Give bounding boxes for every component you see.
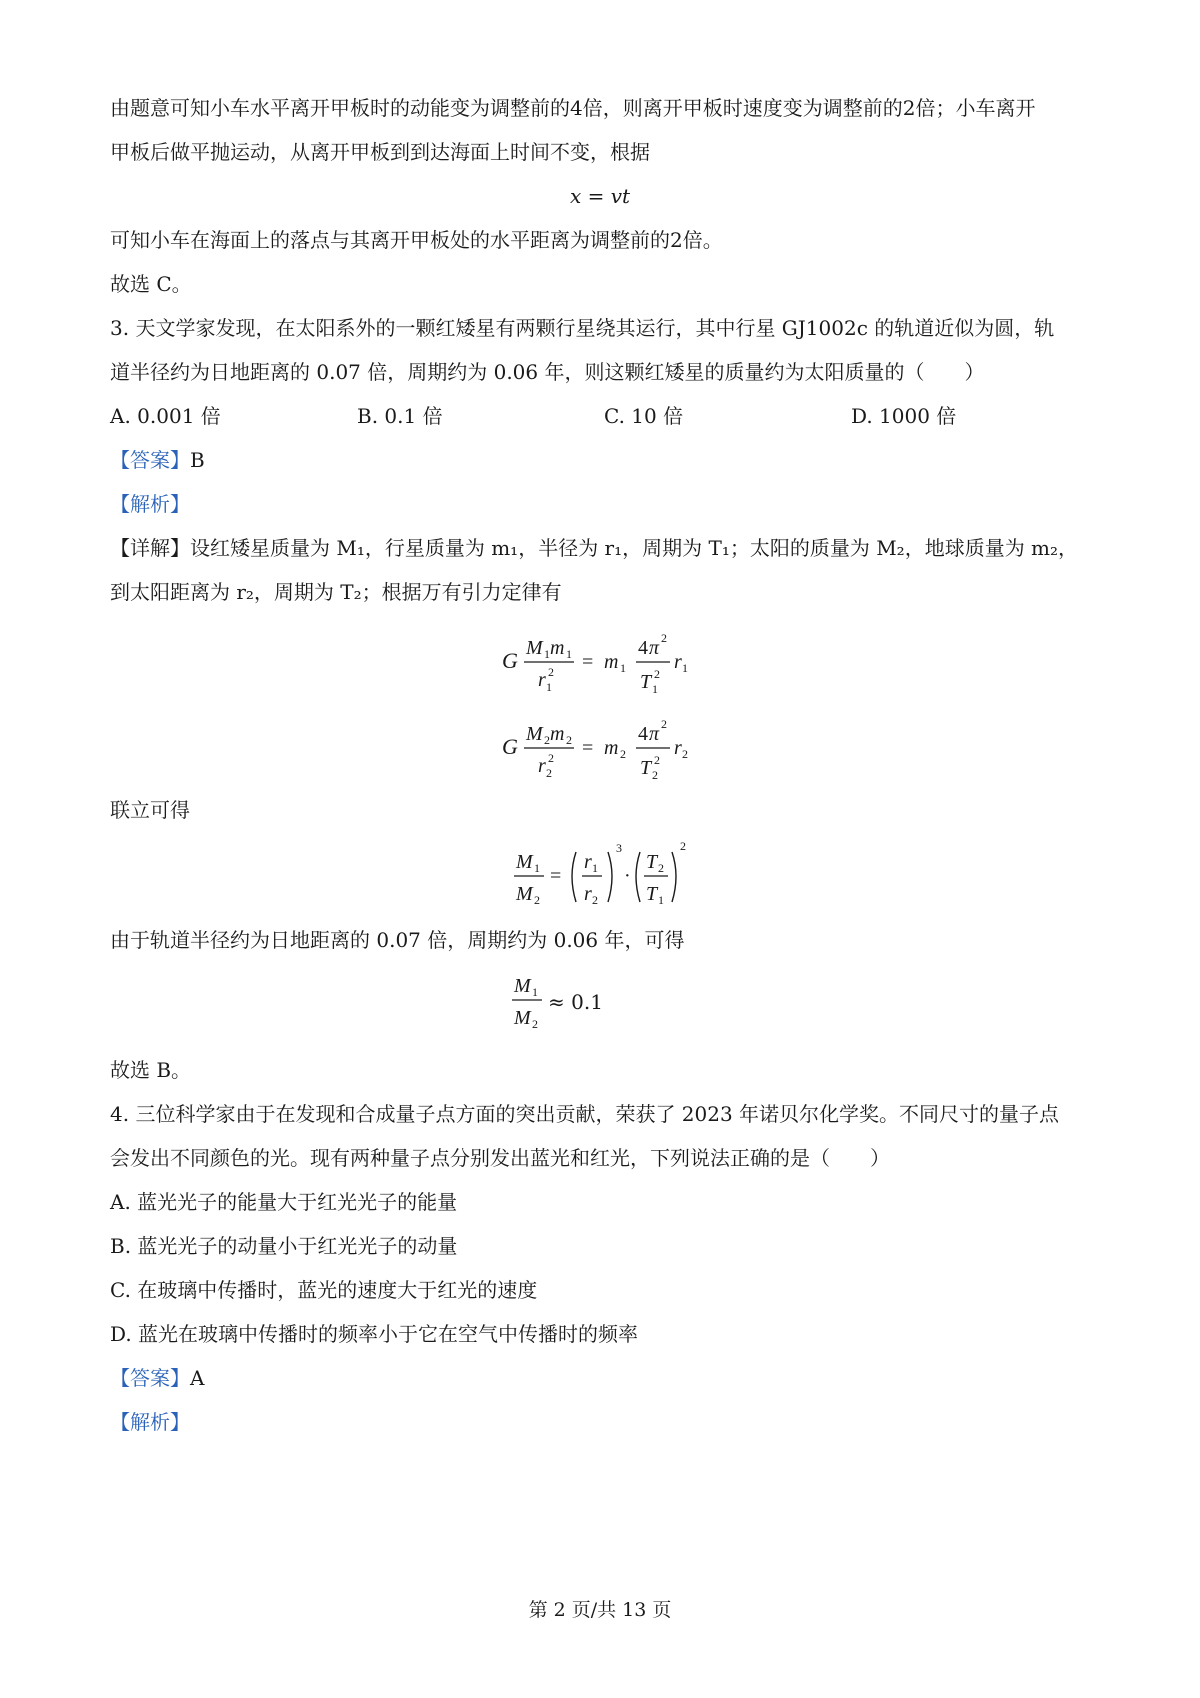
svg-text:m: m xyxy=(604,651,619,673)
equation-x-vt: x = vt xyxy=(569,184,631,208)
svg-text:1: 1 xyxy=(566,647,572,661)
page-footer: 第 2 页/共 13 页 xyxy=(528,1599,672,1621)
svg-text:M: M xyxy=(516,883,533,905)
svg-text:T: T xyxy=(640,671,652,693)
svg-text:2: 2 xyxy=(620,747,626,761)
svg-text:r: r xyxy=(584,883,592,905)
svg-text:2: 2 xyxy=(566,733,572,747)
svg-text:2: 2 xyxy=(548,751,554,765)
question-3-stem: 道半径约为日地距离的 0.07 倍，周期约为 0.06 年，则这颗红矮星的质量约为太阳质量的（ ） xyxy=(110,360,985,384)
svg-text:2: 2 xyxy=(654,667,660,681)
svg-text:π: π xyxy=(649,637,660,659)
svg-text:2: 2 xyxy=(544,733,550,747)
svg-text:3: 3 xyxy=(616,841,622,855)
text-line: 由于轨道半径约为日地距离的 0.07 倍，周期约为 0.06 年，可得 xyxy=(110,928,685,952)
answer-row xyxy=(110,446,205,474)
svg-text:G: G xyxy=(502,648,518,673)
svg-text:2: 2 xyxy=(661,631,667,645)
svg-text:2: 2 xyxy=(548,665,554,679)
answer-label: 【答案】 xyxy=(110,448,190,472)
text-line: 故选 C。 xyxy=(110,272,192,296)
svg-text:=: = xyxy=(550,865,562,887)
svg-text:m: m xyxy=(550,637,565,659)
option-a: A. 蓝光光子的能量大于红光光子的能量 xyxy=(110,1190,458,1214)
ratio-fraction xyxy=(510,966,550,1036)
svg-text:1: 1 xyxy=(592,861,598,875)
question-4-stem: 4. 三位科学家由于在发现和合成量子点方面的突出贡献，荣获了 2023 年诺贝尔化学奖。不同尺寸的量子点 xyxy=(110,1102,1060,1126)
svg-text:m: m xyxy=(604,737,619,759)
option-d: D. 蓝光在玻璃中传播时的频率小于它在空气中传播时的频率 xyxy=(110,1322,639,1346)
svg-text:M: M xyxy=(514,1007,531,1029)
text-line: 联立可得 xyxy=(110,798,190,822)
question-4-stem: 会发出不同颜色的光。现有两种量子点分别发出蓝光和红光，下列说法正确的是（ ） xyxy=(110,1146,890,1170)
svg-text:r: r xyxy=(538,669,546,691)
option-b: B. 蓝光光子的动量小于红光光子的动量 xyxy=(110,1234,458,1258)
svg-text:4: 4 xyxy=(638,637,648,659)
svg-text:M: M xyxy=(526,723,543,745)
svg-text:1: 1 xyxy=(532,985,538,999)
detail-line: 到太阳距离为 r₂，周期为 T₂；根据万有引力定律有 xyxy=(110,580,562,604)
result-value: ≈ 0.1 xyxy=(548,990,603,1014)
svg-text:2: 2 xyxy=(680,839,686,853)
svg-text:1: 1 xyxy=(620,661,626,675)
svg-text:2: 2 xyxy=(658,861,664,875)
svg-text:r: r xyxy=(584,851,592,873)
svg-text:m: m xyxy=(550,723,565,745)
svg-text:1: 1 xyxy=(534,861,540,875)
equation-result xyxy=(510,966,630,1036)
svg-text:M: M xyxy=(516,851,533,873)
equation-gravity-1 xyxy=(500,620,720,700)
text-line: 故选 B。 xyxy=(110,1058,192,1082)
question-3-stem: 3. 天文学家发现，在太阳系外的一颗红矮星有两颗行星绕其运行，其中行星 GJ1002c 的轨道近似为圆，轨 xyxy=(110,316,1055,340)
svg-text:2: 2 xyxy=(661,717,667,731)
svg-text:1: 1 xyxy=(652,682,658,696)
svg-text:1: 1 xyxy=(658,893,664,907)
svg-text:1: 1 xyxy=(682,661,688,675)
equation-mass-ratio xyxy=(510,836,710,916)
svg-text:M: M xyxy=(514,975,531,997)
svg-text:2: 2 xyxy=(534,893,540,907)
answer-value: B xyxy=(190,448,205,472)
svg-text:G: G xyxy=(502,734,518,759)
svg-text:1: 1 xyxy=(544,647,550,661)
svg-text:r: r xyxy=(674,651,682,673)
svg-text:r: r xyxy=(538,755,546,777)
svg-text:=: = xyxy=(582,737,594,759)
svg-text:2: 2 xyxy=(592,893,598,907)
answer-value: A xyxy=(190,1366,205,1390)
svg-text:2: 2 xyxy=(532,1017,538,1031)
svg-text:4: 4 xyxy=(638,723,648,745)
svg-text:M: M xyxy=(526,637,543,659)
analysis-label: 【解析】 xyxy=(110,492,190,516)
option-d: D. 1000 倍 xyxy=(851,404,957,428)
svg-text:r: r xyxy=(674,737,682,759)
text-line: 可知小车在海面上的落点与其离开甲板处的水平距离为调整前的2倍。 xyxy=(110,228,723,252)
detail-label: 【详解】 xyxy=(110,536,190,560)
option-b: B. 0.1 倍 xyxy=(357,404,443,428)
detail-text: 设红矮星质量为 M₁，行星质量为 m₁，半径为 r₁，周期为 T₁；太阳的质量为 M₂，地球质量为 m₂， xyxy=(190,536,1079,560)
option-a: A. 0.001 倍 xyxy=(110,404,221,428)
svg-text:2: 2 xyxy=(546,766,552,780)
svg-text:=: = xyxy=(582,651,594,673)
svg-text:2: 2 xyxy=(652,768,658,782)
svg-text:2: 2 xyxy=(682,747,688,761)
svg-text:T: T xyxy=(646,883,658,905)
answer-row xyxy=(110,1364,204,1392)
svg-text:T: T xyxy=(640,757,652,779)
option-c: C. 10 倍 xyxy=(604,404,684,428)
svg-text:π: π xyxy=(649,723,660,745)
answer-label: 【答案】 xyxy=(110,1366,190,1390)
analysis-label: 【解析】 xyxy=(110,1410,190,1434)
svg-text:·: · xyxy=(624,865,631,887)
text-line: 甲板后做平抛运动，从离开甲板到到达海面上时间不变，根据 xyxy=(110,140,650,164)
svg-text:T: T xyxy=(646,851,658,873)
svg-text:2: 2 xyxy=(654,753,660,767)
detail-line xyxy=(110,534,1078,562)
svg-text:1: 1 xyxy=(546,680,552,694)
text-line: 由题意可知小车水平离开甲板时的动能变为调整前的4倍，则离开甲板时速度变为调整前的2倍；小车离开 xyxy=(110,96,1036,120)
equation-gravity-2 xyxy=(500,706,720,786)
option-c: C. 在玻璃中传播时，蓝光的速度大于红光的速度 xyxy=(110,1278,538,1302)
